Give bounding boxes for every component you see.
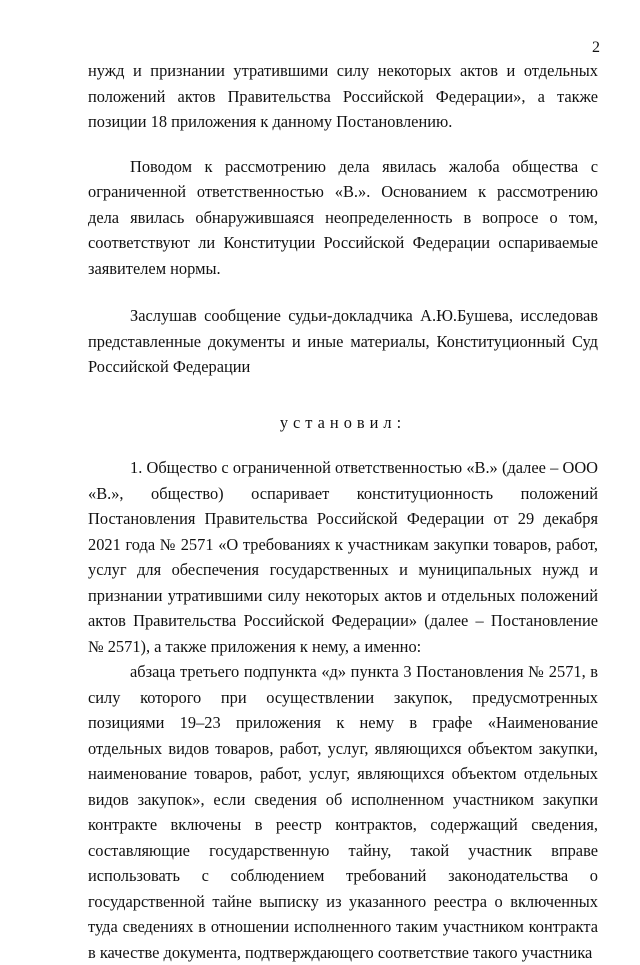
paragraph-clause: абзаца третьего подпункта «д» пункта 3 Постановления № 2571, в силу которого при осуществлении закупок, предусмотренных позициями 19–23 приложения к нему в графе «Наименование отдельных видов товаров, работ, услуг, являющихся объектом закупки, наименование товаров, работ, услуг, являющихся объектом отдельных видов закупок», если сведения об исполненном участником закупки контракте включены в реестр контрактов, содержащий сведения, составляющие государственную тайну, такой участник вправе использовать с соблюдением требований законодательства о государственной тайне выписку из указанного реестра о включенных туда сведениях в отношении исполненного таким участником контракта в качестве документа, подтверждающего соответствие такого участника bbox=[88, 662, 598, 962]
section-heading: установил: bbox=[279, 412, 407, 432]
page-number: 2 bbox=[592, 39, 600, 56]
paragraph-continuation: нужд и признании утратившими силу некоторых актов и отдельных положений актов Правительства Российской Федерации», а также позиции 18 приложения к данному Постановлению. bbox=[88, 61, 598, 131]
paragraph-company-challenge: 1. Общество с ограниченной ответственностью «В.» (далее – ООО «В.», общество) оспаривает конституционность положений Постановления Правительства Российской Федерации от 29 декабря 2021 года № 2571 «О требованиях к участникам закупки товаров, работ, услуг для обеспечения государственных и муниципальных нужд и признании утратившими силу некоторых актов и отдельных положений актов Правительства Российской Федерации» (далее – Постановление № 2571), а также приложения к нему, а именно: bbox=[88, 458, 598, 656]
paragraph-complaint: Поводом к рассмотрению дела явилась жалоба общества с ограниченной ответственностью «В.». Основанием к рассмотрению дела явилась обнаружившаяся неопределенность в вопросе о том, соответствуют ли Конституции Российской Федерации оспариваемые заявителем нормы. bbox=[88, 156, 598, 278]
paragraph-hearing: Заслушав сообщение судьи-докладчика А.Ю.Бушева, исследовав представленные документы и иные материалы, Конституционный Суд Российской Федерации bbox=[88, 306, 598, 376]
document-body bbox=[88, 58, 598, 965]
